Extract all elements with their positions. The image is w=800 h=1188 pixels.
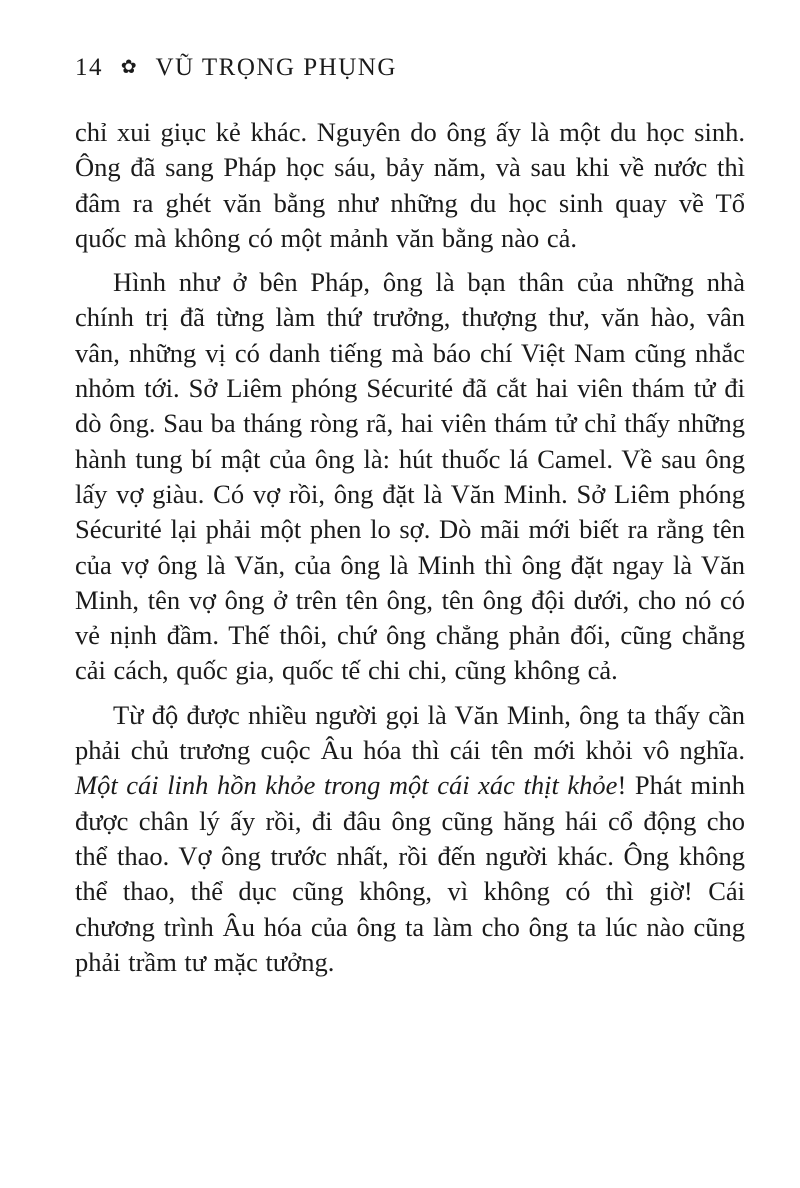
running-title: VŨ TRỌNG PHỤNG bbox=[155, 54, 397, 81]
paragraph-3-text-after: ! Phát minh được chân lý ấy rồi, đi đâu ông cũng hăng hái cổ động cho thể thao. Vợ ông trước nhất, rồi đến người khác. Ông không thể thao, thể dục cũng không, vì không có thì giờ! Cái chương trình Âu hóa của ông ta làm cho ông ta lúc nào cũng phải trầm tư mặc tưởng. bbox=[75, 770, 746, 977]
paragraph-3-text-before: Từ độ được nhiều người gọi là Văn Minh, ông ta thấy cần phải chủ trương cuộc Âu hóa thì cái tên mới khỏi vô nghĩa. bbox=[75, 699, 745, 766]
paragraph-3-italic-phrase: Một cái linh hồn khỏe trong một cái xác thịt khỏe bbox=[75, 770, 618, 801]
paragraph-2: Hình như ở bên Pháp, ông là bạn thân của những nhà chính trị đã từng làm thứ trưởng, thượng thư, văn hào, vân vân, những vị có danh tiếng mà báo chí Việt Nam cũng nhắc nhỏm tới. Sở Liêm phóng Sécurité đã cắt hai viên thám tử đi dò ông. Sau ba tháng ròng rã, hai viên thám tử chỉ thấy những hành tung bí mật của ông là: hút thuốc lá Camel. Về sau ông lấy vợ giàu. Có vợ rồi, ông đặt là Văn Minh. Sở Liêm phóng Sécurité lại phải một phen lo sợ. Dò mãi mới biết ra rằng tên của vợ ông là Văn, của ông là Minh thì ông đặt ngay là Văn Minh, tên vợ ông ở trên tên ông, tên ông đội dưới, cho nó có vẻ nịnh đầm. Thế thôi, chứ ông chẳng phản đối, cũng chẳng cải cách, quốc gia, quốc tế chi chi, cũng không cả. bbox=[75, 267, 745, 686]
paragraph-1: chỉ xui giục kẻ khác. Nguyên do ông ấy là một du học sinh. Ông đã sang Pháp học sáu, bảy năm, và sau khi về nước thì đâm ra ghét văn bằng như những du học sinh quay về Tổ quốc mà không có một mảnh văn bằng nào cả. bbox=[75, 117, 745, 253]
page-number: 14 bbox=[75, 54, 103, 81]
paragraph-3 bbox=[75, 698, 745, 980]
page-body bbox=[75, 115, 745, 980]
running-header bbox=[75, 54, 745, 82]
florette-icon: ✿ bbox=[120, 56, 139, 78]
